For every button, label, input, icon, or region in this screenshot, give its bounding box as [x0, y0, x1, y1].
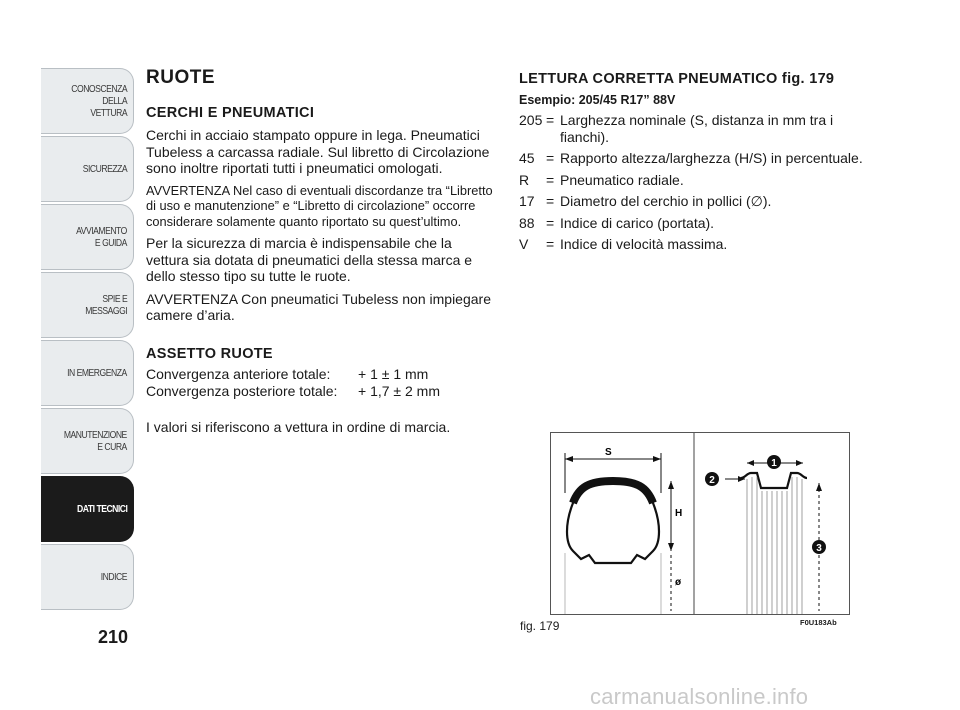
paragraph-cerchi: Cerchi in acciaio stampato oppure in lega. Pneumatici Tubeless a carcassa radiale. Sul libretto di Circolazione sono inoltre riportati tutti i pneumatici omologati.: [146, 127, 490, 176]
tab-conoscenza-della-vettura[interactable]: CONOSCENZA DELLA VETTURA: [41, 68, 134, 134]
tyre-diagram-svg: [551, 433, 849, 614]
legend-equals: =: [546, 193, 555, 209]
page-number: 210: [98, 627, 129, 647]
tyre-cross-section: [567, 481, 659, 563]
paragraph-avvertenza-tubeless: AVVERTENZA Con pneumatici Tubeless non impiegare camere d’aria.: [146, 290, 491, 323]
section-heading-assetto: ASSETTO RUOTE: [146, 345, 273, 362]
tab-indice[interactable]: INDICE: [41, 544, 134, 610]
legend-code: V: [519, 236, 529, 252]
tab-sicurezza[interactable]: SICUREZZA: [41, 136, 134, 202]
label-s: S: [605, 447, 612, 458]
spec-value: + 1,7 ± 2 mm: [358, 382, 440, 399]
page-title: RUOTE: [146, 67, 215, 88]
spec-label: Convergenza posteriore totale:: [146, 382, 338, 399]
label-diameter: ø: [675, 577, 682, 588]
marker-2-label: 2: [709, 475, 715, 486]
figure-code: F0U183Ab: [800, 618, 837, 627]
spec-row: [146, 366, 496, 383]
right-column: [519, 68, 864, 258]
legend-code: 17: [519, 193, 535, 209]
tab-dati-tecnici[interactable]: DATI TECNICI: [41, 476, 134, 542]
label-h: H: [675, 508, 683, 519]
legend-text: Rapporto altezza/larghezza (H/S) in percentuale.: [560, 150, 863, 166]
legend-code: 88: [519, 214, 535, 231]
tab-in-emergenza[interactable]: IN EMERGENZA: [41, 340, 134, 406]
legend-text: Indice di carico (portata).: [560, 214, 715, 231]
legend-equals: =: [546, 214, 555, 231]
tab-avviamento-e-guida[interactable]: AVVIAMENTO E GUIDA: [41, 204, 134, 270]
legend-text: Pneumatico radiale.: [560, 171, 684, 188]
legend-row: [519, 236, 864, 253]
legend-row: [519, 193, 864, 210]
tyre-example: Esempio: 205/45 R17” 88V: [519, 92, 676, 107]
tab-manutenzione-e-cura[interactable]: MANUTENZIONE E CURA: [41, 408, 134, 474]
legend-code: R: [519, 171, 530, 188]
left-column: [146, 68, 496, 442]
legend-text: Indice di velocità massima.: [560, 236, 728, 252]
paragraph-sicurezza: Per la sicurezza di marcia è indispensabile che la vettura sia dotata di pneumatici della stessa marca e dello stesso tipo su tutte le ruote.: [146, 235, 473, 284]
legend-code: 45: [519, 150, 535, 166]
tyre-diagram: [550, 432, 850, 615]
legend-text: Larghezza nominale (S, distanza in mm tra i fianchi).: [560, 112, 834, 145]
legend-row: [519, 112, 864, 145]
marker-3-label: 3: [816, 543, 822, 554]
legend-row: [519, 172, 864, 189]
spec-label: Convergenza anteriore totale:: [146, 366, 331, 382]
spec-row: [146, 383, 496, 400]
rim-profile: [741, 473, 807, 614]
section-heading-cerchi: CERCHI E PNEUMATICI: [146, 104, 315, 121]
figure-caption: fig. 179: [520, 619, 560, 633]
paragraph-avvertenza-libretto: AVVERTENZA Nel caso di eventuali discordanze tra “Libretto di uso e manutenzione” e “Libretto di circolazione” occorre considerare solamente quanto riportato su quest’ultimo.: [146, 182, 493, 229]
tab-spie-e-messaggi[interactable]: SPIE E MESSAGGI: [41, 272, 134, 338]
section-heading-lettura: LETTURA CORRETTA PNEUMATICO fig. 179: [519, 71, 835, 87]
legend-row: [519, 215, 864, 232]
watermark: carmanualsonline.info: [590, 684, 809, 709]
paragraph-note: I valori si riferiscono a vettura in ordine di marcia.: [146, 419, 451, 435]
marker-1-label: 1: [771, 458, 777, 469]
chapter-tabs: [41, 68, 134, 612]
legend-equals: =: [546, 150, 555, 166]
spec-value: + 1 ± 1 mm: [358, 366, 429, 382]
legend-row: [519, 150, 864, 167]
legend-equals: =: [546, 112, 555, 128]
dimension-h: [668, 481, 674, 611]
legend-text: Diametro del cerchio in pollici (∅).: [560, 193, 772, 209]
legend-equals: =: [546, 236, 555, 252]
legend-code: 205: [519, 112, 543, 128]
legend-equals: =: [546, 171, 555, 188]
